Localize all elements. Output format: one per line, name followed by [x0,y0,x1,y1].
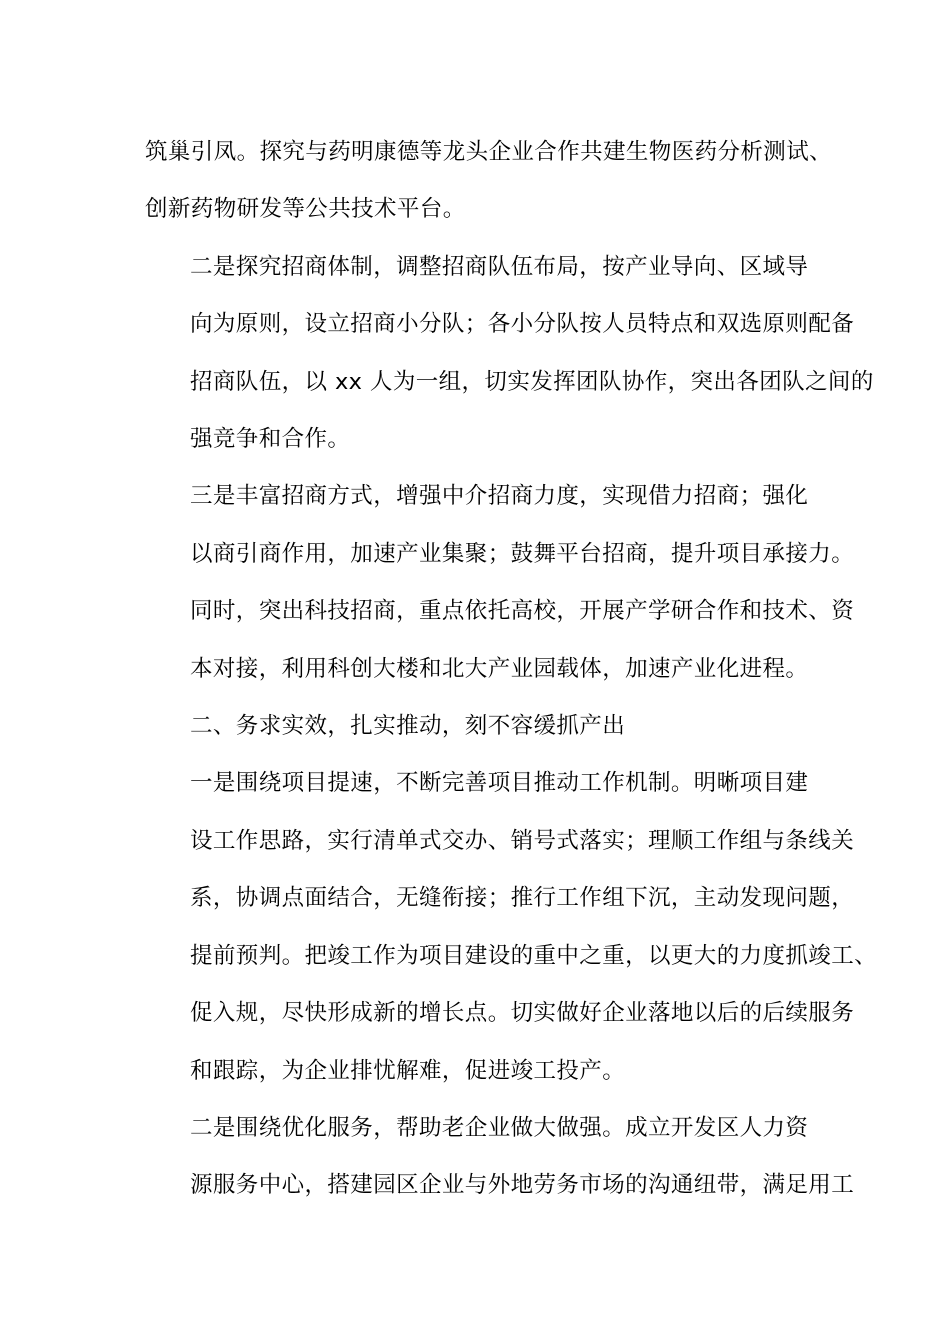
text-line: 本对接，利用科创大楼和北大产业园载体，加速产业化进程。 [190,655,809,682]
text-line: 同时，突出科技招商，重点依托高校，开展产学研合作和技术、资 [190,598,855,625]
text-line: 源服务中心，搭建园区企业与外地劳务市场的沟通纽带，满足用工 [190,1172,855,1199]
text-line: 招商队伍，以 xx 人为一组，切实发挥团队协作，突出各团队之间的 [190,368,874,395]
text-line: 促入规，尽快形成新的增长点。切实做好企业落地以后的后续服务 [190,1000,855,1027]
text-line: 筑巢引凤。探究与药明康德等龙头企业合作共建生物医药分析测试、 [145,139,833,165]
text-line: 向为原则，设立招商小分队；各小分队按人员特点和双选原则配备 [190,311,855,338]
document-body [145,124,878,1215]
text-line: 二、务求实效，扎实推动，刻不容缓抓产出 [190,713,626,740]
text-line: 一是围绕项目提速，不断完善项目推动工作机制。明晰项目建 [190,770,809,797]
section-heading [145,698,815,755]
paragraph-5 [145,755,878,1099]
paragraph-1 [145,124,833,239]
paragraph-3 [145,468,855,698]
paragraph-6 [145,1100,855,1215]
text-line: 三是丰富招商方式，增强中介招商力度，实现借力招商；强化 [190,483,809,510]
text-line: 和跟踪，为企业排忧解难，促进竣工投产。 [190,1057,626,1084]
paragraph-2 [145,239,874,469]
text-line: 提前预判。把竣工作为项目建设的重中之重，以更大的力度抓竣工、 [190,942,878,969]
text-line: 强竞争和合作。 [190,426,351,453]
text-line: 创新药物研发等公共技术平台。 [145,196,466,223]
text-line: 设工作思路，实行清单式交办、销号式落实；理顺工作组与条线关 [190,827,855,854]
text-line: 以商引商作用，加速产业集聚；鼓舞平台招商，提升项目承接力。 [190,540,855,567]
text-line: 二是探究招商体制，调整招商队伍布局，按产业导向、区域导 [190,253,809,280]
text-line: 系，协调点面结合，无缝衔接；推行工作组下沉，主动发现问题， [190,885,855,912]
text-line: 二是围绕优化服务，帮助老企业做大做强。成立开发区人力资 [190,1114,809,1141]
